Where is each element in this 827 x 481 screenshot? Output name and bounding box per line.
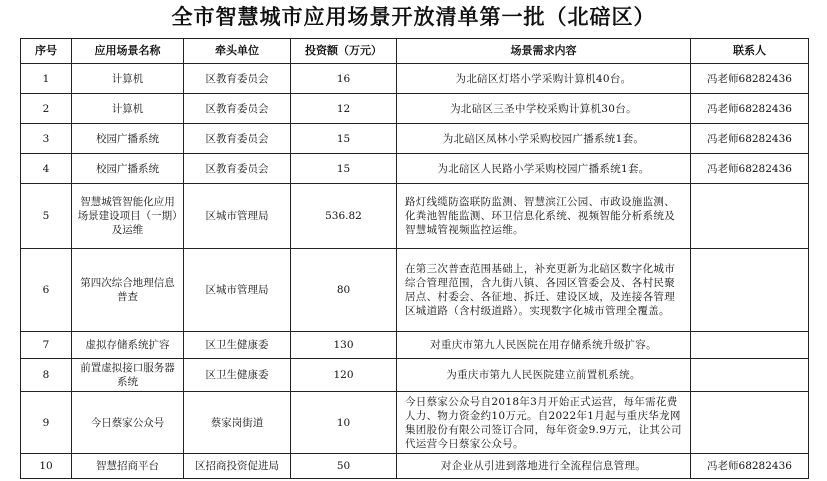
cell-no: 5	[21, 184, 72, 249]
page-title: 全市智慧城市应用场景开放清单第一批（北碚区）	[171, 5, 656, 29]
cell-desc: 为北碚区灯塔小学采购计算机40台。	[397, 64, 691, 94]
header-desc: 场景需求内容	[397, 39, 691, 64]
cell-desc: 为北碚区人民路小学采购校园广播系统1套。	[397, 154, 691, 184]
cell-desc: 为北碚区三圣中学校采购计算机30台。	[397, 94, 691, 124]
scenario-table	[20, 38, 809, 479]
cell-contact	[691, 359, 809, 392]
cell-unit: 区教育委员会	[184, 124, 291, 154]
cell-name: 前置虚拟接口服务器系统	[72, 359, 184, 392]
cell-name: 智慧招商平台	[72, 454, 184, 479]
cell-unit: 区招商投资促进局	[184, 454, 291, 479]
table-row	[21, 124, 809, 154]
cell-name: 计算机	[72, 64, 184, 94]
cell-name: 校园广播系统	[72, 124, 184, 154]
table-row	[21, 64, 809, 94]
cell-amount: 80	[291, 249, 397, 332]
cell-contact	[691, 332, 809, 359]
table-header-row	[21, 39, 809, 64]
cell-no: 2	[21, 94, 72, 124]
cell-desc: 在第三次普查范围基础上，补充更新为北碚区数字化城市综合管理范围，含九街八镇、各园区管委会及、各村民聚居点、村委会、各征地、拆迁、建设区域，及连接各管理区城道路（含村级道路）。实现数字化城市管理全覆盖。	[397, 249, 691, 332]
cell-contact: 冯老师68282436	[691, 124, 809, 154]
cell-unit: 区教育委员会	[184, 64, 291, 94]
table-row	[21, 154, 809, 184]
cell-name: 智慧城管智能化应用场景建设项目（一期）及运维	[72, 184, 184, 249]
cell-amount: 50	[291, 454, 397, 479]
cell-unit: 区卫生健康委	[184, 332, 291, 359]
table-row	[21, 249, 809, 332]
header-contact: 联系人	[691, 39, 809, 64]
cell-no: 7	[21, 332, 72, 359]
cell-unit: 区卫生健康委	[184, 359, 291, 392]
cell-contact	[691, 184, 809, 249]
cell-name: 校园广播系统	[72, 154, 184, 184]
cell-no: 3	[21, 124, 72, 154]
header-unit: 牵头单位	[184, 39, 291, 64]
cell-no: 1	[21, 64, 72, 94]
cell-unit: 蔡家岗街道	[184, 392, 291, 454]
cell-desc: 为北碚区凤林小学采购校园广播系统1套。	[397, 124, 691, 154]
cell-name: 第四次综合地理信息普查	[72, 249, 184, 332]
table-row	[21, 392, 809, 454]
cell-contact: 冯老师68282436	[691, 454, 809, 479]
table-row	[21, 454, 809, 479]
cell-no: 10	[21, 454, 72, 479]
cell-contact: 冯老师68282436	[691, 64, 809, 94]
cell-contact	[691, 392, 809, 454]
cell-unit: 区城市管理局	[184, 184, 291, 249]
cell-amount: 15	[291, 154, 397, 184]
cell-no: 4	[21, 154, 72, 184]
table-row	[21, 359, 809, 392]
cell-amount: 10	[291, 392, 397, 454]
cell-contact: 冯老师68282436	[691, 154, 809, 184]
cell-name: 今日蔡家公众号	[72, 392, 184, 454]
table-row	[21, 332, 809, 359]
cell-desc: 路灯线缆防盗联防监测、智慧滨江公园、市政设施监测、化粪池智能监测、环卫信息化系统、视频智能分析系统及智慧城管视频监控运维。	[397, 184, 691, 249]
header-name: 应用场景名称	[72, 39, 184, 64]
cell-no: 9	[21, 392, 72, 454]
table-row	[21, 184, 809, 249]
cell-desc: 为重庆市第九人民医院建立前置机系统。	[397, 359, 691, 392]
cell-desc: 对企业从引进到落地进行全流程信息管理。	[397, 454, 691, 479]
header-amount: 投资额（万元）	[291, 39, 397, 64]
cell-unit: 区城市管理局	[184, 249, 291, 332]
cell-desc: 今日蔡家公众号自2018年3月开始正式运营，每年需花费人力、物力资金约10万元。自2022年1月起与重庆华龙网集团股份有限公司签订合同，每年资金9.9万元，让其公司代运营今日蔡家公众号。	[397, 392, 691, 454]
cell-amount: 130	[291, 332, 397, 359]
cell-no: 6	[21, 249, 72, 332]
cell-amount: 536.82	[291, 184, 397, 249]
cell-unit: 区教育委员会	[184, 154, 291, 184]
cell-desc: 对重庆市第九人民医院在用存储系统升级扩容。	[397, 332, 691, 359]
cell-amount: 15	[291, 124, 397, 154]
cell-unit: 区教育委员会	[184, 94, 291, 124]
cell-amount: 12	[291, 94, 397, 124]
cell-amount: 120	[291, 359, 397, 392]
table-row	[21, 94, 809, 124]
cell-amount: 16	[291, 64, 397, 94]
cell-name: 虚拟存储系统扩容	[72, 332, 184, 359]
cell-name: 计算机	[72, 94, 184, 124]
cell-contact	[691, 249, 809, 332]
header-no: 序号	[21, 39, 72, 64]
cell-no: 8	[21, 359, 72, 392]
cell-contact: 冯老师68282436	[691, 94, 809, 124]
